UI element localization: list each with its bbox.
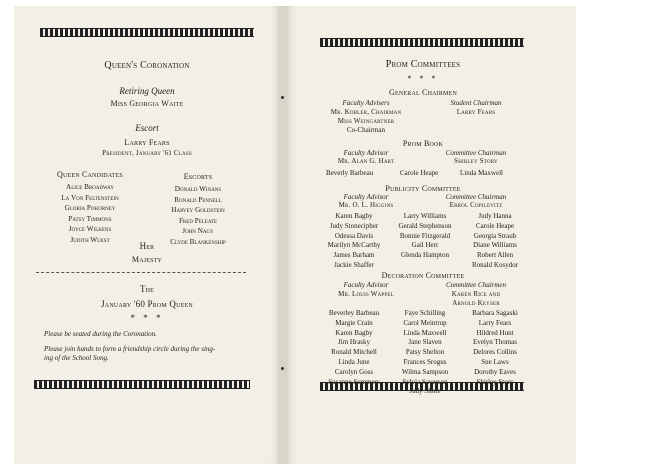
coronation-note: Please be seated during the Coronation. xyxy=(44,330,157,338)
list-item: Judy Hanna xyxy=(478,212,512,220)
list-item: Sue Laws xyxy=(481,357,509,366)
list-item: Margie Crain xyxy=(335,318,373,327)
committee-chairmen-label: Committee Chairmen xyxy=(445,281,507,289)
prom-committees-title: Prom Committees xyxy=(385,59,461,70)
list-item: Ronald Mitchell xyxy=(331,348,377,357)
list-item: Shirley Story xyxy=(476,377,514,386)
list-item: Marilyn McCarthy xyxy=(327,241,381,250)
list-item: Delores Collins xyxy=(473,348,517,357)
binding-hole-bottom xyxy=(281,367,284,370)
member-column xyxy=(390,309,460,397)
majesty-label: Majesty xyxy=(131,255,163,264)
retiring-queen-label: Retiring Queen xyxy=(119,86,175,96)
decoration-advisor: Mr. Louis Wappel xyxy=(338,290,394,298)
list-item: Gail Herr xyxy=(411,241,439,250)
list-item: Evelyn Thomas xyxy=(472,338,517,347)
escort-name: Larry Fears xyxy=(124,138,170,147)
list-item: Faye Schilling xyxy=(404,309,446,317)
list-item: Gloria Pokorney xyxy=(64,204,116,212)
publicity-chairman: Errol Copilevitz xyxy=(449,201,503,209)
stars-ornament: * * * xyxy=(130,313,164,323)
list-item: Jim Hrasky xyxy=(337,338,371,347)
list-item: Linda June xyxy=(338,357,370,366)
escorts-list xyxy=(146,184,250,247)
retiring-queen-name: Miss Georgia Waite xyxy=(110,99,184,108)
stars-ornament: * * * xyxy=(407,74,439,83)
general-chairmen-heading: General Chairmen xyxy=(389,88,457,97)
list-item: Clyde Blankenship xyxy=(170,237,226,246)
left-bottom-border xyxy=(34,380,250,389)
list-item: Judy Shore xyxy=(409,387,441,396)
list-item: Beverly Barbeau xyxy=(326,169,374,177)
coronation-title: Queen's Coronation xyxy=(104,60,190,71)
right-top-border xyxy=(320,38,524,47)
prom-book-heading: Prom Book xyxy=(402,139,444,148)
list-item: Carole Heape xyxy=(400,169,439,177)
faculty-advisers-label: Faculty Advisers xyxy=(342,99,390,107)
list-item: Joyce Wilkens xyxy=(68,225,112,233)
list-item: Georgia Straub xyxy=(473,231,517,240)
student-chairman-label: Student Chairman xyxy=(450,99,502,107)
decoration-members xyxy=(316,309,530,399)
list-item: Ronald Pennell xyxy=(174,195,222,204)
adviser-cochairman: Co-Chairman xyxy=(346,126,386,134)
her-label: Her xyxy=(139,241,155,251)
decoration-chairman-2: Arnold Keyser xyxy=(452,299,500,307)
faculty-advisor-label: Faculty Advisor xyxy=(343,193,389,201)
list-item: Patsy Timmons xyxy=(68,214,112,223)
member-column xyxy=(320,212,388,271)
prom-book-chairman: Shirley Story xyxy=(454,157,498,165)
committee-chairman-label: Committee Chairman xyxy=(445,193,507,201)
member-column xyxy=(462,309,528,387)
committee-chairman-label: Committee Chairman xyxy=(445,149,507,157)
candidates-list xyxy=(40,182,140,245)
list-item: Patsy Shelton xyxy=(405,348,445,357)
list-item: Diane Williams xyxy=(473,241,517,250)
binding-hole-top xyxy=(281,96,284,99)
list-item: Judy Stonecipher xyxy=(329,221,379,230)
list-item: Jane Slaven xyxy=(408,338,442,347)
list-item: Larry Williams xyxy=(403,212,447,220)
adviser-weingartner: Miss Weingartner xyxy=(337,117,395,125)
the-label: The xyxy=(139,284,155,294)
list-item: Harvey Goldstein xyxy=(171,206,225,214)
list-item: Frances Srogus xyxy=(403,357,447,366)
queen-candidates-heading: Queen Candidates xyxy=(57,170,123,179)
publicity-committee-heading: Publicity Committee xyxy=(385,184,461,193)
escort-label: Escort xyxy=(135,123,159,133)
list-item: James Barham xyxy=(333,251,375,260)
member-column xyxy=(462,212,528,271)
list-item: Jackie Shaffer xyxy=(334,260,374,269)
list-item: Karen Bagby xyxy=(335,328,373,337)
list-item: Fred Peleate xyxy=(178,216,218,225)
list-item: Judith Wuest xyxy=(70,235,110,244)
list-item: John Nagy xyxy=(182,227,214,235)
list-item: Susanne Summers xyxy=(328,377,380,386)
decoration-committee-heading: Decoration Committee xyxy=(381,271,465,280)
list-item: Hildred Hunt xyxy=(476,328,514,337)
adviser-kobler: Mr. Kobler, Chairman xyxy=(330,108,402,116)
faculty-advisor-label: Faculty Advisor xyxy=(343,281,389,289)
list-item: Carolyn Goss xyxy=(334,367,374,376)
list-item: Karen Bagby xyxy=(335,212,373,220)
member-column xyxy=(390,212,460,261)
list-item: Wilma Sampson xyxy=(401,367,449,376)
list-item: Odessa Davis xyxy=(334,231,374,240)
list-item: Carol Meintrup xyxy=(403,318,447,327)
decoration-chairman-1: Karen Rice and xyxy=(451,290,501,298)
friendship-note-line2: ing of the School Song. xyxy=(44,354,109,362)
friendship-note-line1: Please join hands to form a friendship circle during the sing- xyxy=(44,345,216,353)
list-item: Beverley Barbeau xyxy=(328,309,380,317)
list-item: Donald Winans xyxy=(174,185,222,193)
publicity-members xyxy=(316,212,530,272)
list-item: Sylvia Saverson xyxy=(402,377,448,386)
publicity-advisor: Mr. O. L. Higgins xyxy=(338,201,394,209)
list-item: Glenda Hampton xyxy=(400,251,449,260)
list-item: Alice Broadway xyxy=(66,183,114,191)
list-item: Linda Maxwell xyxy=(403,328,447,337)
escorts-heading: Escorts xyxy=(183,172,213,181)
list-item: Larry Fears xyxy=(478,318,512,327)
list-item: Carole Heape xyxy=(475,221,515,230)
list-item: Barbara Sagaski xyxy=(472,309,518,317)
divider xyxy=(36,272,246,273)
faculty-advisor-label: Faculty Advisor xyxy=(343,149,389,157)
student-chairman-name: Larry Fears xyxy=(456,108,496,116)
list-item: Robert Allen xyxy=(477,251,513,260)
prom-book-advisor: Mr. Alan G. Hart xyxy=(337,157,395,165)
left-top-border xyxy=(40,28,254,37)
escort-role: President, January '61 Class xyxy=(102,149,192,157)
list-item: Ronald Kosydor xyxy=(471,260,519,269)
list-item: Linda Maxwell xyxy=(460,169,503,177)
list-item: La Von Feltenstein xyxy=(61,193,119,202)
list-item: Gerald Stephenson xyxy=(398,221,452,230)
list-item: Bonnie Fitzgerald xyxy=(399,231,451,240)
list-item: Dorothy Eaves xyxy=(474,367,516,376)
member-column xyxy=(320,309,388,387)
prom-queen-label: January '60 Prom Queen xyxy=(101,299,193,309)
